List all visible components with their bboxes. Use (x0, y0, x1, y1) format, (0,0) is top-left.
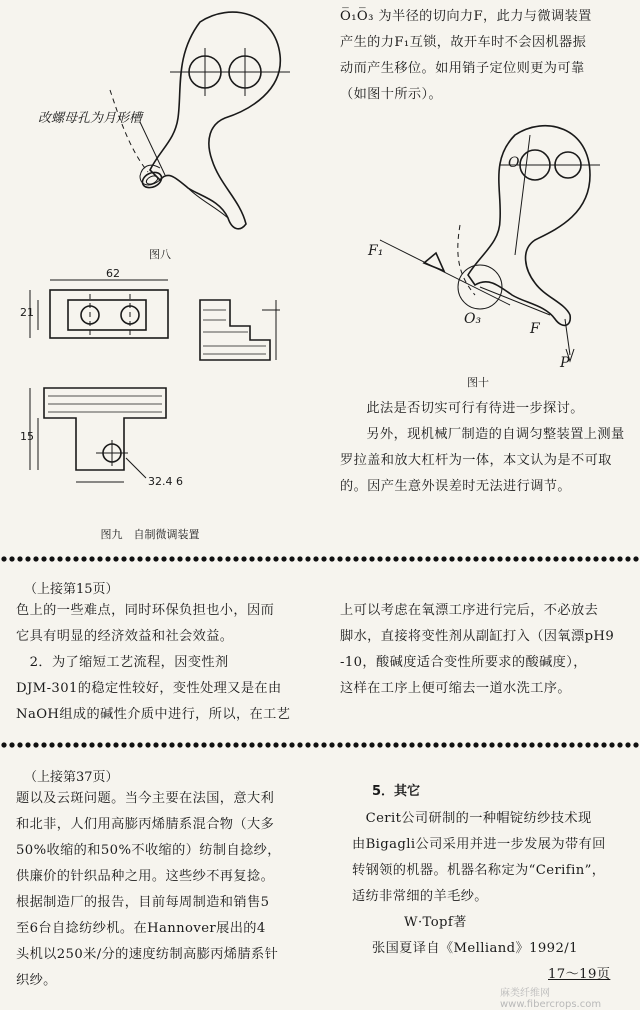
author-line: W·Topf著 (404, 915, 467, 930)
label-o3: O₃ (464, 311, 482, 327)
section3-right-column (352, 806, 632, 910)
text-line: 动而产生移位。如用销子定位则更为可靠 (340, 61, 585, 76)
translator-line: 张国夏译自《Melliand》1992/1 (372, 941, 578, 956)
text-line: -10，酸碱度适合变性所要求的酸碱度）， (340, 655, 587, 670)
text-line: 至6台自捻纺纱机。在Hannover展出的4 (16, 921, 266, 936)
continuation-note: （上接第15页） (24, 582, 119, 597)
continuation-note: （上接第37页） (24, 770, 119, 785)
label-f1: F₁ (368, 243, 384, 259)
paragraph: 此法是否切实可行有待进一步探讨。 (366, 401, 584, 416)
dim-hole-label: 32.4 6 (148, 475, 183, 488)
text-line: 根据制造厂的报告，目前每周制造和销售5 (16, 895, 270, 910)
page-range: 17～19页 (548, 967, 611, 982)
top-right-paragraph (340, 4, 632, 108)
text-line: 题以及云斑问题。当今主要在法国，意大利 (16, 791, 275, 806)
section2-right-column (340, 598, 632, 702)
text-line: 上可以考虑在氧漂工序进行完后，不必放去 (340, 603, 599, 618)
figure-9-caption: 图九 自制微调装置 (100, 528, 200, 541)
dim-left-bottom-label: 15 (20, 430, 34, 443)
text-line: 产生的力F₁互锁，故开车时不会因机器振 (340, 35, 587, 50)
text-line: 2．为了缩短工艺流程，因变性剂 (16, 655, 229, 670)
text-line: 它具有明显的经济效益和社会效益。 (16, 629, 234, 644)
figure-10-drawing (340, 105, 640, 375)
text-line: 和北非，人们用高膨丙烯腈系混合物（大多 (16, 817, 275, 832)
label-p: P (560, 355, 570, 371)
right-paragraphs (340, 396, 632, 500)
text-line: NaOH组成的碱性介质中进行，所以，在工艺 (16, 707, 291, 722)
text-line: 适纺非常细的羊毛纱。 (352, 889, 488, 904)
label-f: F (530, 321, 540, 337)
text-line: DJM-301的稳定性较好，变性处理又是在由 (16, 681, 282, 696)
watermark-text: 麻类纤维网 www.fibercrops.com (500, 988, 602, 1010)
dotted-divider (0, 556, 640, 562)
section3-left-column (16, 786, 332, 994)
text-line: 这样在工序上便可缩去一道水洗工序。 (340, 681, 571, 696)
figure-8-annotation: 改螺母孔为月形槽 (38, 111, 143, 126)
dotted-divider (0, 742, 640, 748)
dim-left-top-label: 21 (20, 306, 34, 319)
text-line: 色上的一些难点，同时环保负担也小，因而 (16, 603, 275, 618)
text-line: （如图十所示）。 (340, 87, 443, 102)
text-line: 头机以250米/分的速度纺制高膨丙烯腈系针 (16, 947, 279, 962)
dim-top-label: 62 (106, 267, 120, 280)
paragraph: 另外，现机械厂制造的自调匀整装置上测量罗拉盖和放大杠杆为一体，本文认为是不可取的。因产生意外误差时无法进行调节。 (340, 427, 625, 494)
text-line: 供廉价的针织品种之用。这些纱不再复捻。 (16, 869, 275, 884)
label-o: O (508, 155, 520, 171)
text-line: 织纱。 (16, 973, 57, 988)
text-line: 脚水，直接将变性剂从副缸打入（因氧漂pH9 (340, 629, 615, 644)
section-heading: 5．其它 (372, 784, 421, 799)
text-line: 转钢领的机器。机器名称定为“Cerifin”， (352, 863, 606, 878)
section2-left-column (16, 598, 332, 728)
text-line: 50%收缩的和50%不收缩的）纺制自捻纱， (16, 843, 281, 858)
text-line: O̅₁O̅₃ 为半径的切向力F，此力与微调装置 (340, 9, 592, 24)
text-line: 由Bigagli公司采用并进一步发展为带有回 (352, 837, 606, 852)
figure-10-caption: 图十 (467, 376, 489, 389)
figure-8-caption: 图八 (149, 248, 171, 261)
text-line: Cerit公司研制的一种帽锭纺纱技术现 (352, 811, 592, 826)
figure-9-drawing (0, 267, 320, 510)
